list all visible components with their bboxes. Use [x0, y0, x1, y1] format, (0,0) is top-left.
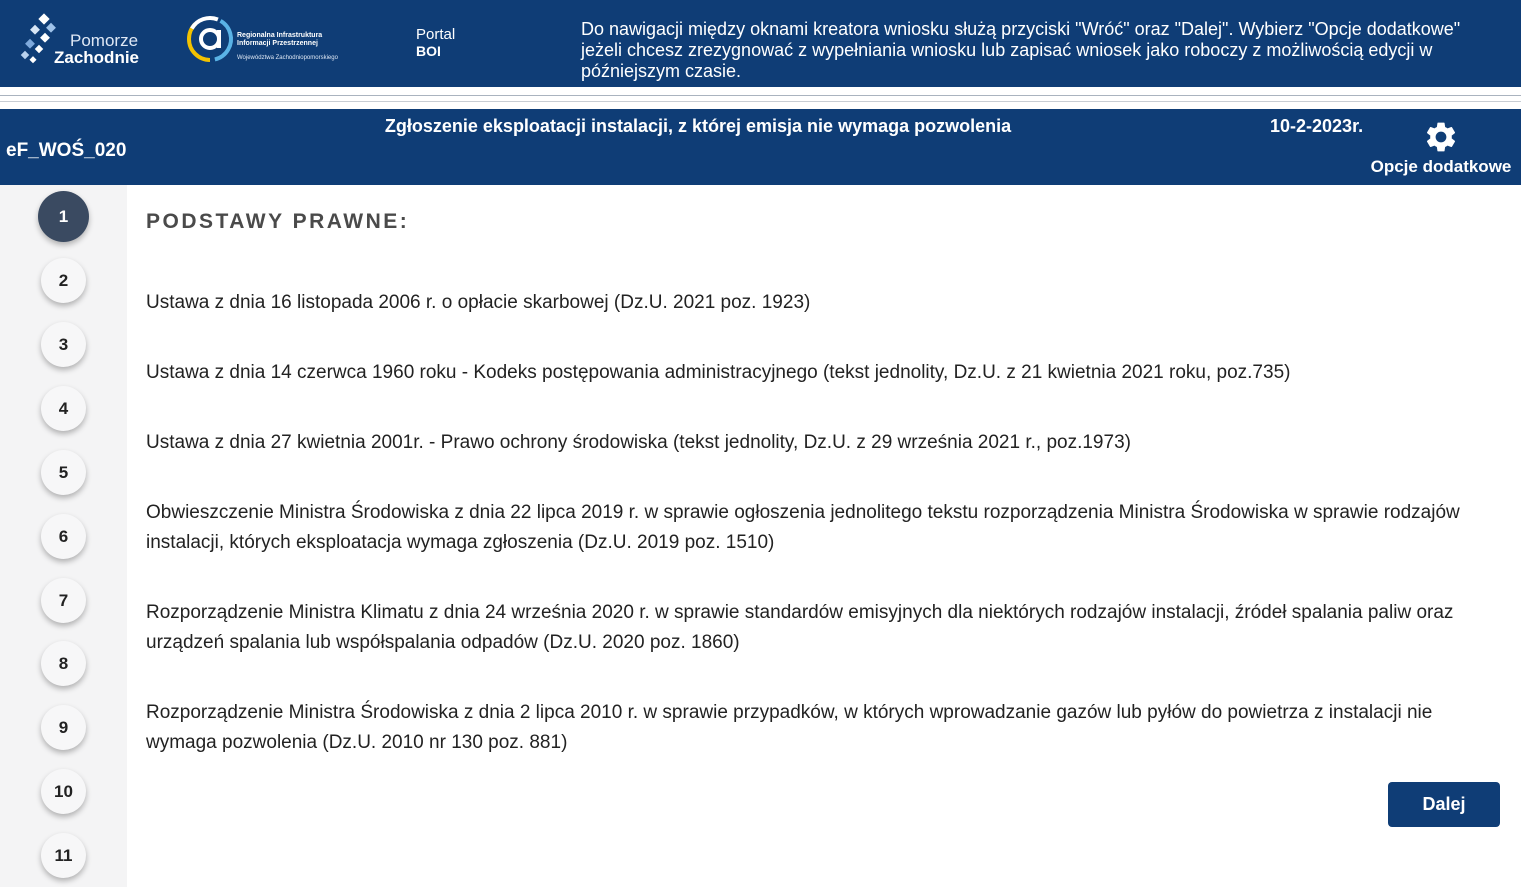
- step-1[interactable]: 1: [38, 191, 89, 242]
- legal-basis-item: Ustawa z dnia 16 listopada 2006 r. o opłacie skarbowej (Dz.U. 2021 poz. 1923): [146, 292, 811, 313]
- section-heading: PODSTAWY PRAWNE:: [146, 210, 410, 233]
- divider: [0, 95, 1521, 96]
- step-9[interactable]: 9: [41, 705, 86, 750]
- legal-basis-item: Rozporządzenie Ministra Klimatu z dnia 24 września 2020 r. w sprawie standardów emisyjnych dla niektórych rodzajów instalacji, źródeł spalania paliw oraz urządzeń spalania lub współspalania odpadów (Dz.U. 2020 poz. 1860): [146, 602, 1454, 653]
- legal-basis-item: Obwieszczenie Ministra Środowiska z dnia 22 lipca 2019 r. w sprawie ogłoszenia jednolitego tekstu rozporządzenia Ministra Środowiska w sprawie rodzajów instalacji, których eksploatacja wymaga zgłoszenia (Dz.U. 2019 poz. 1510): [146, 502, 1460, 553]
- step-3[interactable]: 3: [41, 322, 86, 367]
- logo-pz-line2: Zachodnie: [54, 48, 140, 67]
- form-header: [0, 109, 1521, 185]
- form-title: Zgłoszenie eksploatacji instalacji, z której emisja nie wymaga pozwolenia: [384, 116, 1012, 136]
- logo-pz-line1: Pomorze: [70, 31, 139, 50]
- navigation-info-text: Do nawigacji między oknami kreatora wniosku służą przyciski "Wróć" oraz "Dalej". Wybierz "Opcje dodatkowe" jeżeli chcesz zrezygnować z wypełniania wniosku lub zapisać wniosek jako roboczy z możliwością edycji w późniejszym czasie.: [581, 19, 1461, 81]
- legal-basis-item: Ustawa z dnia 14 czerwca 1960 roku - Kodeks postępowania administracyjnego (tekst jednolity, Dz.U. z 21 kwietnia 2021 roku, poz.735): [146, 362, 1291, 383]
- form-code: eF_WOŚ_020: [6, 140, 127, 161]
- step-8[interactable]: 8: [41, 641, 86, 686]
- riip-logo[interactable]: [185, 14, 345, 66]
- portal-label-text: Portal: [416, 26, 456, 43]
- options-button[interactable]: [1368, 117, 1514, 181]
- step-2[interactable]: 2: [41, 258, 86, 303]
- gear-icon: [1423, 119, 1459, 155]
- step-5[interactable]: 5: [41, 450, 86, 495]
- pomorze-zachodnie-logo[interactable]: [18, 12, 148, 68]
- portal-name: BOI: [416, 43, 441, 59]
- riip-logo-line2: Województwa Zachodniopomorskiego: [237, 55, 338, 61]
- riip-emblem-icon: [185, 14, 235, 64]
- divider: [0, 101, 1521, 102]
- step-11[interactable]: 11: [41, 833, 86, 878]
- legal-basis-item: Rozporządzenie Ministra Środowiska z dnia 2 lipca 2010 r. w sprawie przypadków, w których wprowadzanie gazów lub pyłów do powietrza z instalacji nie wymaga pozwolenia (Dz.U. 2010 nr 130 poz. 881): [146, 702, 1433, 753]
- form-date: 10-2-2023r.: [1270, 116, 1364, 136]
- options-label: Opcje dodatkowe: [1370, 157, 1512, 176]
- top-header: [0, 0, 1521, 87]
- main-content: [146, 210, 1506, 753]
- step-6[interactable]: 6: [41, 514, 86, 559]
- legal-basis-item: Ustawa z dnia 27 kwietnia 2001r. - Prawo ochrony środowiska (tekst jednolity, Dz.U. z 29 września 2021 r., poz.1973): [146, 432, 1131, 453]
- step-10[interactable]: 10: [41, 769, 86, 814]
- step-4[interactable]: 4: [41, 386, 86, 431]
- next-button[interactable]: Dalej: [1388, 782, 1500, 827]
- riip-logo-line1: Regionalna Infrastruktura Informacji Przestrzennej: [237, 32, 323, 47]
- portal-label: [416, 26, 455, 60]
- step-7[interactable]: 7: [41, 578, 86, 623]
